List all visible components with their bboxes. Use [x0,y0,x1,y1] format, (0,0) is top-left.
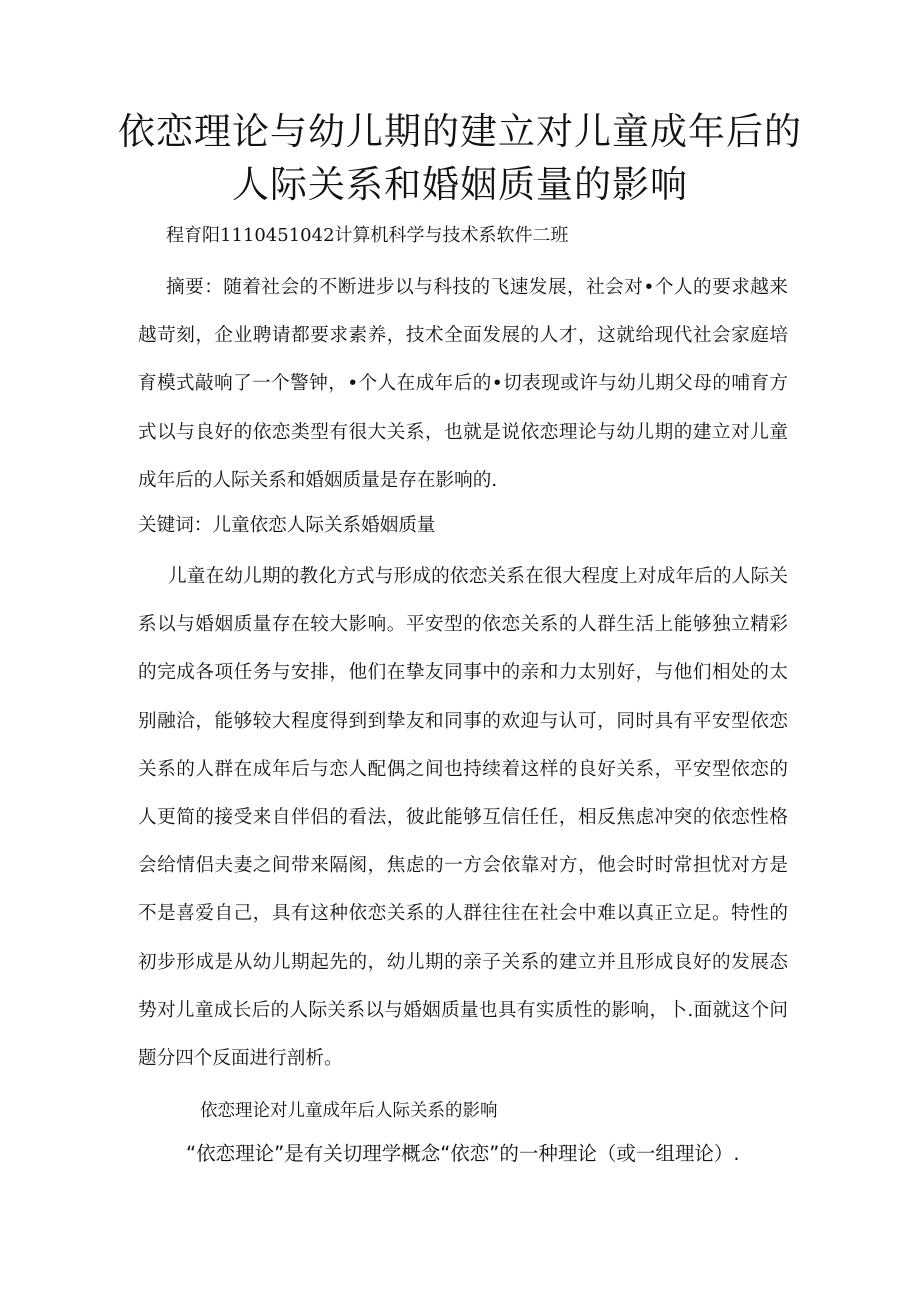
body-paragraph: 儿童在幼儿期的教化方式与形成的依恋关系在很大程度上对成年后的人际关系以与婚姻质量存在较大影响。平安型的依恋关系的人群生活上能够独立精彩的完成各项任务与安排，他们在挚友同事中的亲和力太别好，与他们相处的太别融洽，能够较大程度得到到挚友和同事的欢迎与认可，同时具有平安型依恋关系的人群在成年后与恋人配偶之间也持续着这样的良好关系，平安型依恋的人更简的接受来自伴侣的看法，彼此能够互信任任，相反焦虑冲突的依恋性格会给情侣夫妻之间带来隔阂，焦虑的一方会依靠对方，他会时时常担忧对方是不是喜爱自己，具有这种依恋关系的人群往往在社会中难以真正立足。特性的初步形成是从幼儿期起先的，幼儿期的亲子关系的建立并且形成良好的发展态势对儿童成长后的人际关系以与婚姻质量也具有实质性的影响，卜.面就这个问题分四个反面进行剖析。 [138,566,788,1070]
keywords-line: 关键词：儿童依恋人际关系婚姻质量 [138,515,436,536]
section-heading: 依恋理论对儿童成年后人际关系的影响 [200,1101,498,1121]
document-title-line-1: 依恋理论与幼儿期的建立对儿童成年后的 [118,110,802,153]
definition-line: “依恋理论”是有关切理学概念“依恋”的一种理论（或一组理论）. [186,1142,740,1165]
abstract-paragraph: 摘要：随着社会的不断进步以与科技的飞速发展，社会对•个人的要求越来越苛刻，企业聘请都要求素养，技术全面发展的人才，这就给现代社会家庭培育模式敲响了一个警钟，•个人在成年后的•切表现或许与幼儿期父母的哺育方式以与良好的依恋类型有很大关系，也就是说依恋理论与幼儿期的建立对儿童成年后的人际关系和婚姻质量是存在影响的. [138,277,788,491]
document-title-line-2: 人际关系和婚姻质量的影响 [232,163,688,206]
author-line: 程育阳1110451042计算机科学与技术系软件二班 [166,225,569,246]
